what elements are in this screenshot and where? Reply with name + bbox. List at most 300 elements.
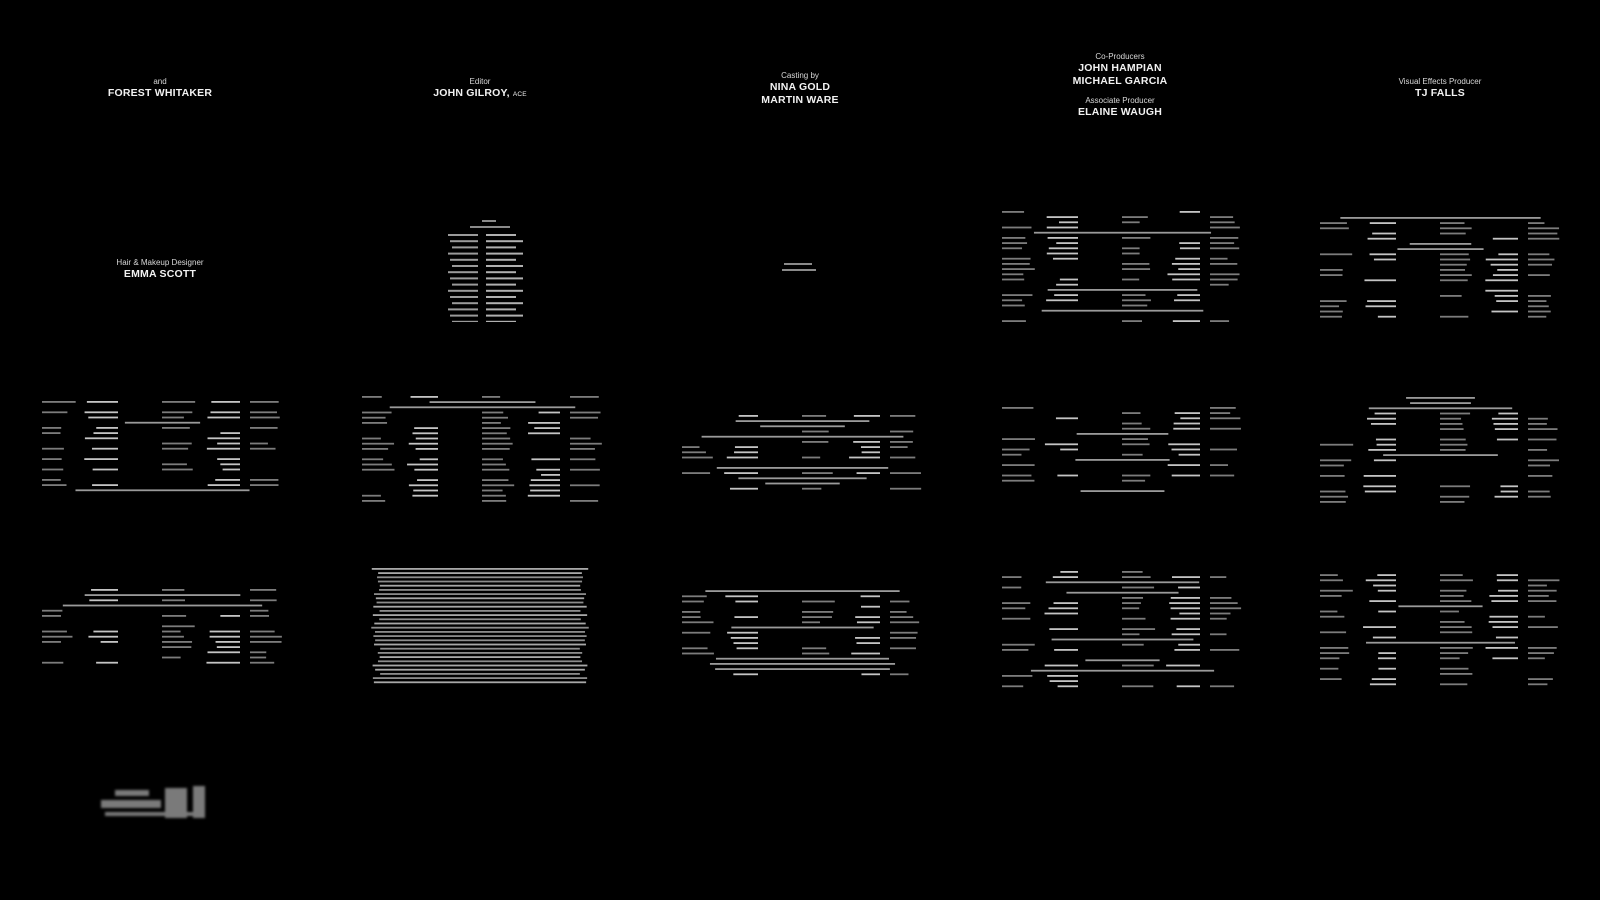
credit-line-mark	[1210, 685, 1234, 687]
credit-line-mark	[376, 597, 584, 599]
credit-line-mark	[362, 422, 387, 424]
credit-line-mark	[862, 451, 880, 453]
credit-line-mark	[1500, 485, 1518, 487]
credit-line-mark	[1002, 294, 1032, 296]
credit-line-mark	[890, 673, 908, 675]
credit-line-mark	[682, 457, 713, 459]
credit-line-mark	[1169, 602, 1200, 604]
credit-line-mark	[1528, 418, 1548, 420]
credit-line-mark	[1364, 475, 1396, 477]
credit-line-mark	[1178, 268, 1200, 270]
credit-line-mark	[125, 422, 200, 424]
credit-line-mark	[1002, 675, 1032, 677]
credit-line-mark	[1066, 592, 1178, 594]
cast-name-mark	[486, 246, 516, 248]
credit-line-mark	[1493, 274, 1518, 276]
credit-line-mark	[1210, 273, 1240, 275]
credit-line-mark	[890, 621, 919, 623]
credit-line-mark	[1440, 269, 1465, 271]
credit-line-mark	[1048, 237, 1078, 239]
credit-line-mark	[890, 415, 915, 417]
credit-line-mark	[250, 484, 279, 486]
credit-line-mark	[682, 653, 714, 655]
credit-line-mark	[1045, 613, 1078, 615]
credit-line-mark	[1122, 665, 1154, 667]
credit-line-mark	[75, 489, 249, 491]
credit-line-mark	[208, 484, 240, 486]
credit-line-mark	[724, 472, 758, 474]
credit-line-mark	[1440, 673, 1472, 675]
credit-line-mark	[1002, 480, 1034, 482]
cast-name-mark	[486, 321, 516, 322]
credit-line-mark	[1122, 454, 1143, 456]
credit-line-mark	[1486, 647, 1518, 649]
credit-line-mark	[1365, 491, 1396, 493]
credit-line-mark	[1528, 616, 1545, 618]
credit-line-mark	[1374, 459, 1396, 461]
credit-line-mark	[362, 458, 383, 460]
credit-line-mark	[570, 417, 598, 419]
credit-line-mark	[1378, 611, 1396, 613]
credit-line-mark	[1528, 647, 1557, 649]
credit-line-mark	[162, 625, 195, 627]
credit-line-mark	[88, 636, 118, 638]
credit-block-r3c2	[360, 393, 605, 505]
credit-block-small	[780, 262, 820, 276]
credit-line-mark	[216, 641, 240, 643]
credit-line-mark	[1367, 300, 1396, 302]
credit-line-mark	[1002, 268, 1035, 270]
credit-line-mark	[1528, 423, 1547, 425]
cast-name-mark	[486, 277, 523, 279]
credit-line-mark	[1180, 417, 1200, 419]
credit-line-mark	[802, 441, 828, 443]
credit-line-mark	[1122, 423, 1142, 425]
credit-line-mark	[570, 484, 600, 486]
cast-role-mark	[448, 253, 478, 255]
credit-line-mark	[407, 464, 438, 466]
credit-line-mark	[1528, 253, 1549, 255]
credit-line-mark	[374, 593, 586, 595]
credit-line-mark	[162, 646, 191, 648]
credit-line-mark	[765, 483, 839, 485]
credit-name: EMMA SCOTT	[123, 268, 197, 280]
credit-line-mark	[857, 621, 880, 623]
credit-line-mark	[42, 427, 61, 429]
credit-line-mark	[1528, 678, 1553, 680]
cast-role-mark	[452, 321, 478, 322]
credit-line-mark	[416, 438, 438, 440]
credit-line-mark	[1492, 657, 1518, 659]
cast-name-mark	[486, 296, 516, 298]
credit-line-mark	[162, 641, 192, 643]
credit-line-mark	[1440, 657, 1460, 659]
credit-line-mark	[802, 488, 821, 490]
credit-line-mark	[1122, 299, 1151, 301]
cast-role-mark	[448, 290, 478, 292]
credit-line-mark	[88, 417, 118, 419]
credit-card-hair-makeup	[60, 257, 260, 281]
credit-line-mark	[682, 632, 710, 634]
credit-line-mark	[1373, 637, 1396, 639]
credit-line-mark	[1440, 595, 1464, 597]
credit-line-mark	[1048, 289, 1198, 291]
credit-line-mark	[1528, 465, 1550, 467]
credit-line-mark	[362, 500, 385, 502]
credit-line-mark	[890, 632, 918, 634]
credit-line-mark	[760, 425, 845, 427]
credit-line-mark	[1528, 311, 1551, 313]
credit-line-mark	[210, 411, 240, 413]
credit-line-mark	[1002, 587, 1021, 589]
credit-line-mark	[1210, 649, 1239, 651]
credit-line-mark	[1210, 428, 1241, 430]
credit-line-mark	[1002, 247, 1022, 249]
credit-line-mark	[861, 446, 880, 448]
credit-line-mark	[220, 615, 240, 617]
credit-line-mark	[373, 606, 586, 608]
credit-line-mark	[1210, 221, 1235, 223]
credit-line-mark	[1179, 242, 1200, 244]
cast-name-mark	[486, 315, 523, 317]
credit-line-mark	[85, 411, 118, 413]
credit-line-mark	[738, 477, 866, 479]
credit-line-mark	[409, 443, 438, 445]
credit-line-mark	[1122, 587, 1154, 589]
cast-role-mark	[450, 259, 478, 261]
credit-line-mark	[380, 656, 581, 658]
credit-line-mark	[1440, 611, 1459, 613]
credit-line-mark	[1320, 501, 1346, 503]
credit-line-mark	[1047, 675, 1078, 677]
credit-line-mark	[1440, 501, 1464, 503]
credit-line-mark	[1002, 237, 1025, 239]
credit-line-mark	[1528, 300, 1546, 302]
credit-line-mark	[1528, 579, 1559, 581]
credit-line-mark	[1122, 263, 1149, 265]
credit-line-mark	[1180, 211, 1200, 213]
credit-line-mark	[890, 637, 916, 639]
credit-line-mark	[1122, 644, 1144, 646]
credit-line-mark	[380, 673, 580, 675]
credit-name: JOHN HAMPIAN	[1078, 62, 1162, 74]
credit-line-mark	[733, 673, 758, 675]
credit-line-mark	[1440, 295, 1462, 297]
credit-line-mark	[482, 464, 506, 466]
credit-line-mark	[1528, 428, 1558, 430]
credit-line-mark	[217, 646, 240, 648]
credit-line-mark	[1486, 259, 1518, 261]
credit-line-mark	[85, 437, 118, 439]
credit-line-mark	[1320, 222, 1347, 224]
credit-line-mark	[1491, 311, 1518, 313]
credit-line-mark	[1440, 683, 1467, 685]
credit-line-mark	[1122, 253, 1140, 255]
credit-card-producers	[1020, 51, 1220, 119]
credit-line-mark	[1122, 247, 1140, 249]
credit-line-mark	[802, 431, 829, 433]
credit-line-mark	[162, 443, 192, 445]
credit-line-mark	[250, 401, 279, 403]
credit-name: NINA GOLD	[769, 81, 831, 93]
credit-line-mark	[362, 448, 388, 450]
credit-line-mark	[362, 396, 382, 398]
credit-line-mark	[1002, 227, 1031, 229]
credit-line-mark	[1528, 295, 1551, 297]
credit-line-mark	[1172, 475, 1200, 477]
credit-line-mark	[1320, 616, 1344, 618]
credit-line-mark	[702, 436, 904, 438]
credit-block-r3c4	[1000, 404, 1245, 494]
credit-line-mark	[362, 412, 392, 414]
credit-line-mark	[1528, 585, 1547, 587]
credit-line-mark	[1440, 621, 1465, 623]
credit-line-mark	[250, 599, 277, 601]
credit-line-mark	[531, 458, 560, 460]
cast-name-mark	[486, 234, 516, 236]
credit-line-mark	[1002, 576, 1021, 578]
credit-line-mark	[1122, 305, 1147, 307]
credit-line-mark	[482, 495, 506, 497]
credit-line-mark	[1122, 268, 1150, 270]
credit-line-mark	[1210, 242, 1234, 244]
credit-line-mark	[734, 616, 758, 618]
credit-line-mark	[430, 401, 536, 403]
credit-line-mark	[731, 637, 758, 639]
credit-line-mark	[1528, 491, 1550, 493]
credit-name: ELAINE WAUGH	[1077, 106, 1163, 118]
credit-line-mark	[1370, 253, 1396, 255]
credit-line-mark	[1122, 602, 1141, 604]
credit-line-mark	[87, 401, 118, 403]
credit-line-mark	[1485, 290, 1518, 292]
credit-line-mark	[855, 637, 880, 639]
credit-line-mark	[1440, 668, 1468, 670]
credit-line-mark	[1210, 602, 1238, 604]
credit-line-mark	[1122, 320, 1142, 322]
credit-line-mark	[1440, 600, 1471, 602]
credit-line-mark	[92, 484, 118, 486]
cast-role-mark	[448, 271, 478, 273]
credit-line-mark	[890, 446, 908, 448]
credit-line-mark	[482, 469, 509, 471]
credit-line-mark	[1122, 576, 1151, 578]
credit-line-mark	[378, 660, 582, 662]
credit-line-mark	[802, 457, 820, 459]
credit-line-mark	[250, 610, 268, 612]
credit-line-mark	[570, 438, 591, 440]
credit-line-mark	[92, 448, 118, 450]
credit-card-vfx-producer	[1340, 76, 1540, 100]
credit-line-mark	[84, 458, 118, 460]
cast-role-mark	[448, 234, 478, 236]
credit-line-mark	[802, 415, 826, 417]
credit-line-mark	[734, 642, 758, 644]
credit-line-mark	[162, 589, 184, 591]
credit-line-mark	[1383, 454, 1498, 456]
credit-line-mark	[1173, 428, 1200, 430]
credit-line-mark	[1440, 496, 1469, 498]
credit-line-mark	[1368, 238, 1396, 240]
credit-line-mark	[682, 621, 713, 623]
credit-line-mark	[162, 599, 185, 601]
credit-line-mark	[362, 469, 394, 471]
credit-line-mark	[42, 448, 64, 450]
credit-line-mark	[1045, 443, 1078, 445]
credit-line-mark	[42, 401, 76, 403]
credit-line-mark	[482, 396, 500, 398]
credit-line-mark	[1047, 216, 1078, 218]
credit-line-mark	[409, 484, 438, 486]
credit-line-mark	[482, 427, 510, 429]
credit-line-mark	[1410, 402, 1471, 404]
credit-line-mark	[1440, 485, 1470, 487]
credit-line-mark	[482, 443, 513, 445]
credit-line-mark	[890, 488, 921, 490]
credit-line-mark	[1172, 633, 1200, 635]
credit-line-mark	[1122, 633, 1139, 635]
credit-name-text: JOHN GILROY	[433, 87, 507, 99]
credit-line-mark	[217, 443, 240, 445]
credit-line-mark	[1210, 237, 1238, 239]
credit-line-mark	[250, 662, 274, 664]
credit-line-mark	[570, 443, 602, 445]
credit-line-mark	[1320, 475, 1345, 477]
credit-line-mark	[380, 610, 581, 612]
credit-line-mark	[1210, 284, 1229, 286]
credit-line-mark	[1363, 626, 1396, 628]
credit-line-mark	[1369, 600, 1396, 602]
credit-line-mark	[1081, 490, 1165, 492]
credit-line-mark	[374, 623, 585, 625]
credit-line-mark	[1378, 590, 1396, 592]
cast-name-mark	[486, 308, 516, 310]
credit-line-mark	[802, 621, 820, 623]
credit-line-mark	[1210, 475, 1234, 477]
credit-line-mark	[856, 642, 880, 644]
credit-line-mark	[1368, 449, 1396, 451]
credit-line-mark	[1002, 242, 1027, 244]
credit-line-mark	[1440, 233, 1466, 235]
logo-graphic	[95, 782, 225, 832]
credit-name: JOHN GILROY, ACE	[433, 87, 527, 99]
credit-line-mark	[1440, 647, 1473, 649]
credit-line-mark	[890, 647, 916, 649]
credit-line-mark	[1002, 211, 1024, 213]
cast-role-mark	[452, 302, 478, 304]
credit-line-mark	[861, 595, 880, 597]
credit-line-mark	[208, 437, 240, 439]
credit-line-mark	[1378, 668, 1396, 670]
credit-line-mark	[1058, 685, 1078, 687]
credit-line-mark	[528, 495, 560, 497]
credit-line-mark	[42, 662, 63, 664]
credit-line-mark	[1122, 597, 1143, 599]
credit-line-mark	[735, 446, 758, 448]
credit-line-mark	[85, 594, 241, 596]
credit-block-r2c5	[1318, 214, 1563, 324]
credit-line-mark	[854, 415, 880, 417]
credit-line-mark	[373, 635, 586, 637]
credit-card-forest-whitaker	[60, 76, 260, 100]
cast-name-mark	[486, 302, 523, 304]
credit-line-mark	[373, 614, 587, 616]
credit-line-mark	[1059, 221, 1078, 223]
credit-line-mark	[1056, 284, 1078, 286]
credit-line-mark	[162, 411, 192, 413]
credit-line-mark	[374, 681, 586, 683]
credit-line-mark	[1497, 579, 1518, 581]
credit-line-mark	[1440, 449, 1466, 451]
credit-line-mark	[482, 422, 501, 424]
credit-line-mark	[1377, 444, 1396, 446]
credit-line-mark	[1440, 316, 1468, 318]
credit-line-mark	[379, 618, 581, 620]
credit-line-mark	[890, 601, 909, 603]
credit-line-mark	[739, 415, 758, 417]
cast-role-mark	[450, 277, 478, 279]
credit-line-mark	[1171, 597, 1200, 599]
credit-line-mark	[802, 472, 833, 474]
credit-line-mark	[1054, 602, 1078, 604]
credit-line-mark	[1528, 657, 1545, 659]
credit-line-mark	[1528, 259, 1554, 261]
credit-block-r3c1	[40, 398, 285, 496]
credit-line-mark	[1320, 491, 1345, 493]
credit-line-mark	[682, 647, 708, 649]
credit-line-mark	[1049, 628, 1078, 630]
credit-line-mark	[217, 458, 240, 460]
credit-line-mark	[1052, 639, 1194, 641]
credit-line-mark	[1179, 613, 1200, 615]
credit-line-mark	[1320, 300, 1347, 302]
credit-line-mark	[162, 657, 181, 659]
credit-line-mark	[1320, 611, 1337, 613]
credit-line-mark	[1177, 685, 1200, 687]
credit-line-mark	[1528, 449, 1547, 451]
credit-line-mark	[42, 615, 61, 617]
credit-line-mark	[1320, 678, 1342, 680]
credit-line-mark	[42, 411, 67, 413]
credit-line-mark	[802, 647, 826, 649]
credit-line-mark	[1440, 626, 1472, 628]
credit-line-mark	[1176, 628, 1200, 630]
credit-line-mark	[1050, 680, 1078, 682]
credit-line-mark	[1493, 238, 1518, 240]
credit-line-mark	[890, 457, 915, 459]
credit-line-mark	[682, 595, 707, 597]
credit-line-mark	[1002, 475, 1031, 477]
credit-line-mark	[1320, 496, 1348, 498]
credit-line-mark	[1440, 652, 1468, 654]
credit-line-mark	[1410, 243, 1472, 245]
credit-block-r4c1	[40, 586, 285, 670]
credit-line-mark	[1528, 264, 1552, 266]
credit-line-mark	[717, 467, 888, 469]
credit-line-mark	[1167, 273, 1200, 275]
credit-block-r3c5	[1318, 394, 1563, 506]
credit-block-r3c3	[680, 412, 925, 492]
credit-line-mark	[861, 673, 880, 675]
credit-line-mark	[362, 438, 381, 440]
credit-line-mark	[853, 441, 880, 443]
credit-block-r4c3	[680, 582, 925, 678]
credit-line-mark	[1166, 665, 1200, 667]
credit-line-mark	[162, 615, 186, 617]
credit-line-mark	[1210, 597, 1231, 599]
credit-line-mark	[378, 572, 582, 574]
credit-line-mark	[1210, 607, 1241, 609]
